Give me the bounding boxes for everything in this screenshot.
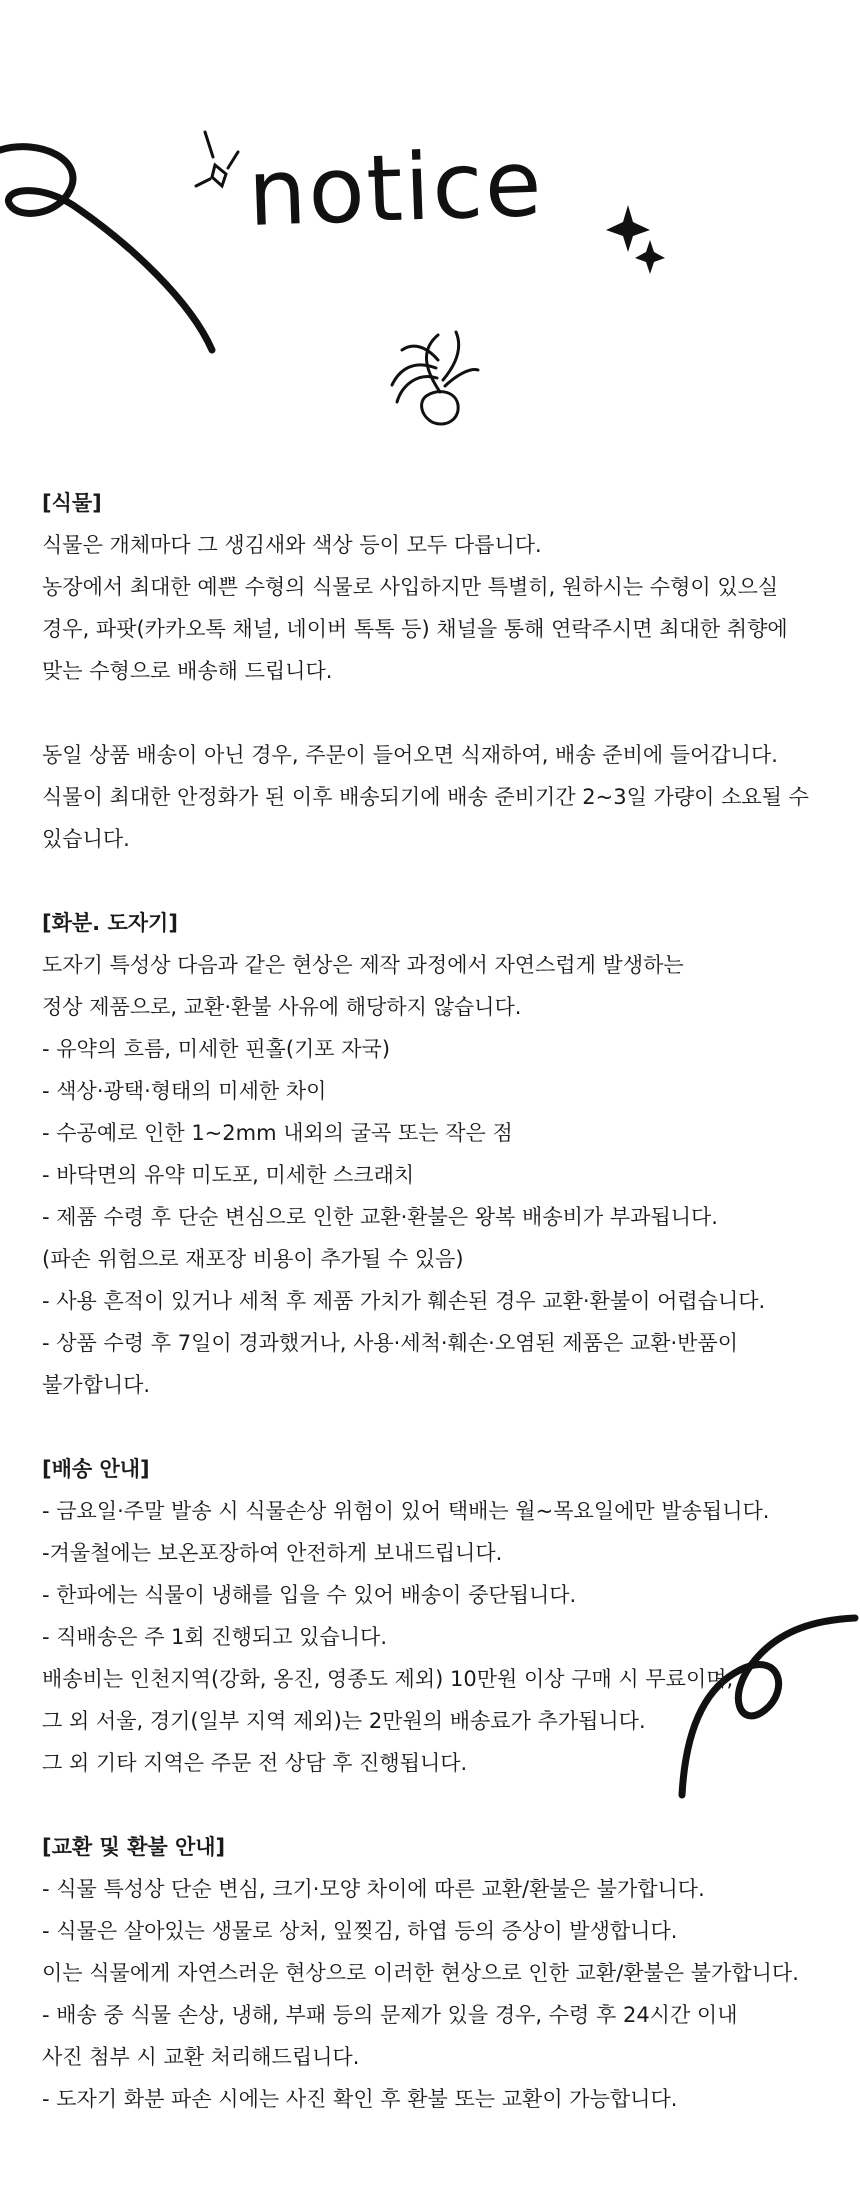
- pottery-line: - 색상·광택·형태의 미세한 차이: [42, 1079, 327, 1103]
- pottery-line: (파손 위험으로 재포장 비용이 추가될 수 있음): [42, 1247, 464, 1271]
- exchange-line: - 배송 중 식물 손상, 냉해, 부패 등의 문제가 있을 경우, 수령 후 24시간 이내: [42, 2003, 738, 2027]
- exchange-line: 이는 식물에게 자연스러운 현상으로 이러한 현상으로 인한 교환/환불은 불가합니다.: [42, 1961, 799, 1985]
- swirl-doodle: [0, 147, 212, 350]
- pottery-line: 불가합니다.: [42, 1373, 151, 1397]
- exchange-line: 사진 첨부 시 교환 처리해드립니다.: [42, 2045, 360, 2069]
- plants-line: 있습니다.: [42, 827, 130, 851]
- plants-line: 맞는 수형으로 배송해 드립니다.: [42, 659, 333, 683]
- page-title: notice: [246, 129, 546, 247]
- star-icon: [606, 205, 650, 252]
- notice-header: [0, 0, 860, 460]
- exchange-line: - 도자기 화분 파손 시에는 사진 확인 후 환불 또는 교환이 가능합니다.: [42, 2087, 678, 2111]
- pottery-line: - 제품 수령 후 단순 변심으로 인한 교환·환불은 왕복 배송비가 부과됩니다.: [42, 1205, 718, 1229]
- plants-line: 식물은 개체마다 그 생김새와 색상 등이 모두 다릅니다.: [42, 533, 542, 557]
- section-heading-plants: [식물]: [42, 491, 102, 515]
- pottery-line: - 유약의 흐름, 미세한 핀홀(기포 자국): [42, 1037, 391, 1061]
- pottery-line: 정상 제품으로, 교환·환불 사유에 해당하지 않습니다.: [42, 995, 522, 1019]
- section-heading-pottery: [화분. 도자기]: [42, 911, 178, 935]
- sparkle-icon: [196, 132, 238, 186]
- plant-icon: [392, 332, 478, 424]
- section-heading-exchange: [교환 및 환불 안내]: [42, 1835, 226, 1859]
- exchange-line: - 식물은 살아있는 생물로 상처, 잎찢김, 하엽 등의 증상이 발생합니다.: [42, 1919, 678, 1943]
- pottery-line: 도자기 특성상 다음과 같은 현상은 제작 과정에서 자연스럽게 발생하는: [42, 953, 684, 977]
- plants-line: 식물이 최대한 안정화가 된 이후 배송되기에 배송 준비기간 2~3일 가량이 소요될 수: [42, 785, 809, 809]
- pottery-line: - 사용 흔적이 있거나 세척 후 제품 가치가 훼손된 경우 교환·환불이 어렵습니다.: [42, 1289, 766, 1313]
- shipping-line: - 한파에는 식물이 냉해를 입을 수 있어 배송이 중단됩니다.: [42, 1583, 577, 1607]
- plants-line: 동일 상품 배송이 아닌 경우, 주문이 들어오면 식재하여, 배송 준비에 들어갑니다.: [42, 743, 778, 767]
- section-heading-shipping: [배송 안내]: [42, 1457, 150, 1481]
- shipping-line: - 금요일·주말 발송 시 식물손상 위험이 있어 택배는 월~목요일에만 발송됩니다.: [42, 1499, 770, 1523]
- shipping-line: 그 외 기타 지역은 주문 전 상담 후 진행됩니다.: [42, 1751, 468, 1775]
- plants-line: 경우, 파팟(카카오톡 채널, 네이버 톡톡 등) 채널을 통해 연락주시면 최대한 취향에: [42, 617, 788, 641]
- plants-line: 농장에서 최대한 예쁜 수형의 식물로 사입하지만 특별히, 원하시는 수형이 있으실: [42, 575, 779, 599]
- notice-content: [42, 482, 832, 2120]
- shipping-line: 배송비는 인천지역(강화, 옹진, 영종도 제외) 10만원 이상 구매 시 무료이며,: [42, 1667, 734, 1691]
- shipping-line: - 직배송은 주 1회 진행되고 있습니다.: [42, 1625, 387, 1649]
- pottery-line: - 상품 수령 후 7일이 경과했거나, 사용·세척·훼손·오염된 제품은 교환·반품이: [42, 1331, 739, 1355]
- exchange-line: - 식물 특성상 단순 변심, 크기·모양 차이에 따른 교환/환불은 불가합니다.: [42, 1877, 705, 1901]
- shipping-line: -겨울철에는 보온포장하여 안전하게 보내드립니다.: [42, 1541, 503, 1565]
- pottery-line: - 수공예로 인한 1~2mm 내외의 굴곡 또는 작은 점: [42, 1121, 513, 1145]
- pottery-line: - 바닥면의 유약 미도포, 미세한 스크래치: [42, 1163, 415, 1187]
- star-small-icon: [635, 240, 665, 274]
- shipping-line: 그 외 서울, 경기(일부 지역 제외)는 2만원의 배송료가 추가됩니다.: [42, 1709, 646, 1733]
